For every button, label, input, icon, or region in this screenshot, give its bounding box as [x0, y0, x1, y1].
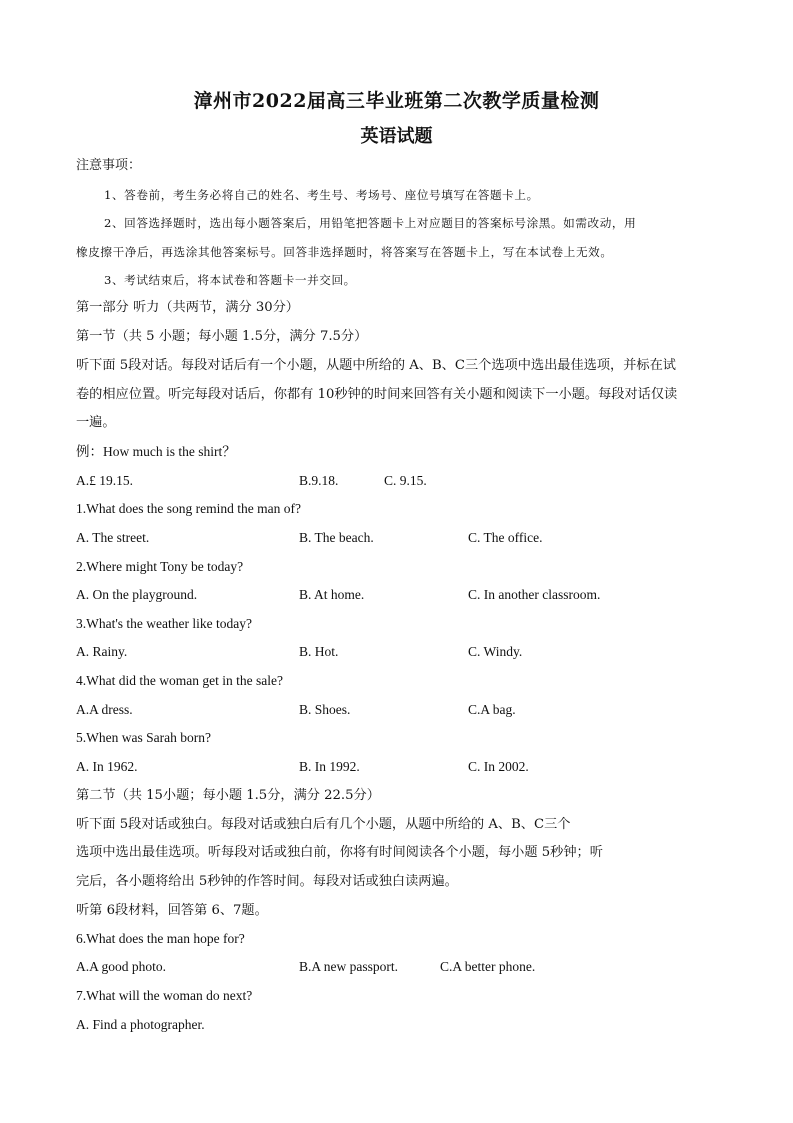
example-option-c: C. 9.15.	[384, 473, 427, 488]
notice-line: 橡皮擦干净后，再选涂其他答案标号。回答非选择题时，将答案写在答题卡上，写在本试卷上无效。	[76, 245, 613, 259]
q5-option-b: B. In 1992.	[299, 759, 360, 774]
instruction-line: 听下面 5段对话或独白。每段对话或独白后有几个小题，从题中所给的 A、B、C三个	[76, 817, 571, 832]
instruction-line: 完后，各小题将给出 5秒钟的作答时间。每段对话或独白读两遍。	[76, 874, 458, 889]
q5-option-c: C. In 2002.	[468, 759, 529, 774]
instruction-line: 卷的相应位置。听完每段对话后，你都有 10秒钟的时间来回答有关小题和阅读下一小题。每段对话仅读	[76, 387, 678, 402]
q1-option-b: B. The beach.	[299, 530, 374, 545]
q4-option-c: C.A bag.	[468, 702, 516, 717]
q2-option-b: B. At home.	[299, 587, 365, 602]
q3-option-b: B. Hot.	[299, 644, 339, 659]
question-4: 4.What did the woman get in the sale?	[76, 673, 283, 688]
notice-heading: 注意事项：	[76, 158, 142, 173]
material-heading: 听第 6段材料，回答第 6、7题。	[76, 903, 268, 918]
question-6: 6.What does the man hope for?	[76, 931, 245, 946]
notice-line: 1、答卷前，考生务必将自己的姓名、考生号、考场号、座位号填写在答题卡上。	[104, 188, 539, 202]
part-heading: 第一部分 听力（共两节，满分 30分）	[76, 300, 299, 315]
q6-option-c: C.A better phone.	[440, 959, 536, 974]
example-question: 例：How much is the shirt？	[76, 444, 236, 459]
q3-option-a: A. Rainy.	[76, 644, 128, 659]
page-subtitle: 英语试题	[360, 126, 433, 147]
q3-option-c: C. Windy.	[468, 644, 523, 659]
notice-line: 3、考试结束后，将本试卷和答题卡一并交回。	[104, 273, 356, 287]
question-5: 5.When was Sarah born?	[76, 730, 211, 745]
q4-option-b: B. Shoes.	[299, 702, 351, 717]
notice-line: 2、回答选择题时，选出每小题答案后，用铅笔把答题卡上对应题目的答案标号涂黑。如需改动，用	[104, 216, 637, 230]
section-heading: 第二节（共 15小题；每小题 1.5分，满分 22.5分）	[76, 788, 380, 803]
q6-option-b: B.A new passport.	[299, 959, 398, 974]
example-option-b: B.9.18.	[299, 473, 339, 488]
q2-option-a: A. On the playground.	[76, 587, 198, 602]
q7-option-a: A. Find a photographer.	[76, 1017, 205, 1032]
q2-option-c: C. In another classroom.	[468, 587, 601, 602]
question-1: 1.What does the song remind the man of?	[76, 501, 301, 516]
page-title: 漳州市2022届高三毕业班第二次教学质量检测	[193, 90, 600, 112]
example-option-a: A.£ 19.15.	[76, 473, 133, 488]
question-2: 2.Where might Tony be today?	[76, 559, 244, 574]
q6-option-a: A.A good photo.	[76, 959, 167, 974]
q5-option-a: A. In 1962.	[76, 759, 138, 774]
question-7: 7.What will the woman do next?	[76, 988, 253, 1003]
question-3: 3.What's the weather like today?	[76, 616, 252, 631]
instruction-line: 一遍。	[76, 415, 116, 430]
q1-option-a: A. The street.	[76, 530, 150, 545]
instruction-line: 听下面 5段对话。每段对话后有一个小题，从题中所给的 A、B、C三个选项中选出最佳选项，并标在试	[76, 358, 676, 373]
q1-option-c: C. The office.	[468, 530, 543, 545]
q4-option-a: A.A dress.	[76, 702, 133, 717]
instruction-line: 选项中选出最佳选项。听每段对话或独白前，你将有时间阅读各个小题，每小题 5秒钟；听	[76, 845, 603, 860]
section-heading: 第一节（共 5 小题；每小题 1.5分，满分 7.5分）	[76, 329, 368, 344]
